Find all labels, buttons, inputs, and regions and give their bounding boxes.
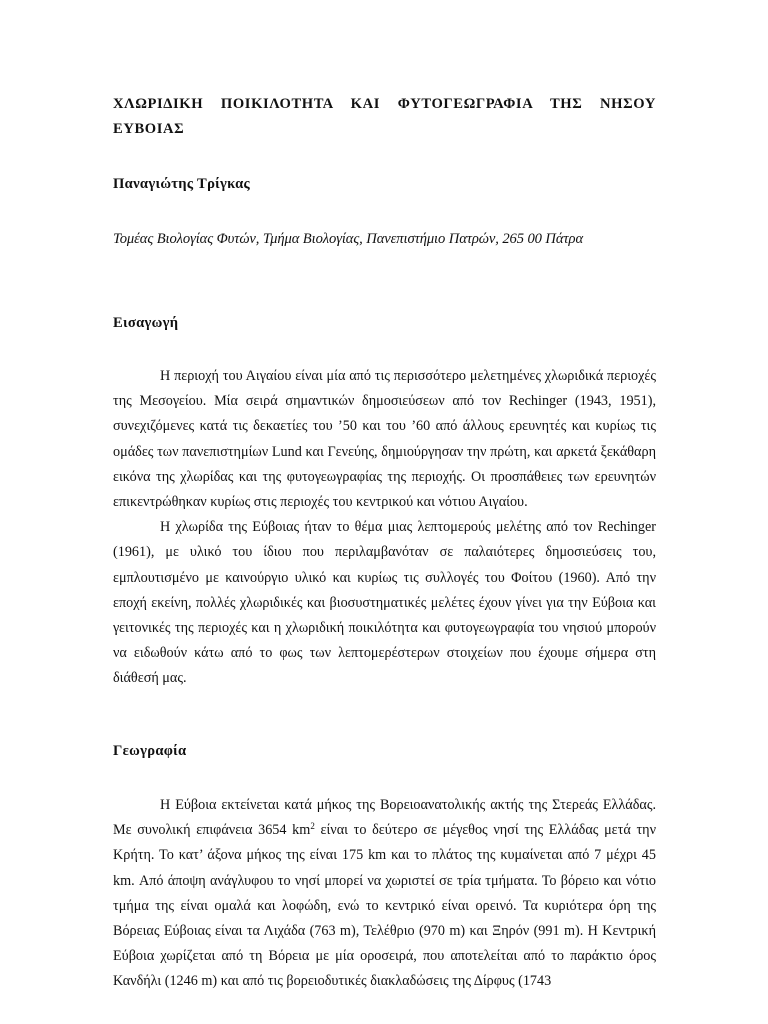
geography-text-part-2: είναι το δεύτερο σε μέγεθος νησί της Ελλάδας μετά την Κρήτη. Το κατ’ άξονα μήκος της είναι 175 km και το πλάτος της κυμαίνεται από 7 μέχρι 45 km. Από άποψη ανάγλυφου το νησί μπορεί να χωριστεί σε τρία τμήματα. Το βόρειο και νότιο τμήμα της είναι ομαλά και λοφώδη, ενώ το κεντρικό είναι ορεινό. Τα κυριότερα όρη της Βόρειας Εύβοιας είναι τα Λιχάδα (763 m), Τελέθριο (970 m) και Ξηρόν (991 m). Η Κεντρική Εύβοια χωρίζεται από τη Βόρεια με μία οροσειρά, που αποτελείται από το παράκτιο όρος Κανδήλι (1246 m) και από τις βορειοδυτικές διακλαδώσεις της Δίρφυς (1743: [113, 822, 657, 990]
geography-text-part-1: Η Εύβοια εκτείνεται κατά μήκος της Βορειοανατολικής ακτής της Στερεάς Ελλάδας. Με συνολική επιφάνεια 3654 km: [113, 797, 656, 839]
section-heading-introduction: Εισαγωγή: [113, 315, 179, 331]
introduction-paragraph-2: Η χλωρίδα της Εύβοιας ήταν το θέμα μιας λεπτομερούς μελέτης από τον Rechinger (1961), με υλικό του ίδιου που περιλαμβανόταν σε παλαιότερες δημοσιεύσεις του, εμπλουτισμένο με καινούργιο υλικό και κυρίως τις συλλογές του Φοίτου (1960). Από την εποχή εκείνη, πολλές χλωριδικές και βιοσυστηματικές μελέτες έχουν γίνει για την Εύβοια και γειτονικές της περιοχές και η χλωριδική ποικιλότητα και φυτογεωγραφία του νησιού μπορούν να ειδωθούν κάτω από το φως των λεπτομερέστερων στοιχείων που έχουμε σήμερα στη διάθεσή μας.: [113, 519, 656, 687]
superscript-2: 2: [310, 821, 315, 832]
introduction-paragraph-1: Η περιοχή του Αιγαίου είναι μία από τις περισσότερο μελετημένες χλωριδικά περιοχές της Μεσογείου. Μία σειρά σημαντικών δημοσιεύσεων από τον Rechinger (1943, 1951), συνεχιζόμενες κατά τις δεκαετίες του ’50 και του ’60 από άλλους ερευνητές και κυρίως τις ομάδες των πανεπιστημίων Lund και Γενεύης, δημιούργησαν την πρώτη, και αρκετά ξεκάθαρη εικόνα της χλωρίδας και της φυτογεωγραφίας της περιοχής. Οι προσπάθειες των ερευνητών επικεντρώθηκαν κυρίως στις περιοχές του κεντρικού και νότιου Αιγαίου.: [113, 368, 656, 511]
geography-section: [113, 793, 656, 995]
introduction-section: [113, 364, 656, 692]
author-affiliation: Τομέας Βιολογίας Φυτών, Τμήμα Βιολογίας, Πανεπιστήμιο Πατρών, 265 00 Πάτρα: [113, 231, 584, 247]
author-name: Παναγιώτης Τρίγκας: [113, 176, 251, 192]
geography-paragraph-1: [113, 793, 656, 995]
section-heading-geography: Γεωγραφία: [113, 743, 187, 759]
document-title: ΧΛΩΡΙΔΙΚΗ ΠΟΙΚΙΛΟΤΗΤΑ ΚΑΙ ΦΥΤΟΓΕΩΓΡΑΦΙΑ ΤΗΣ ΝΗΣΟΥ ΕΥΒΟΙΑΣ: [113, 96, 656, 137]
